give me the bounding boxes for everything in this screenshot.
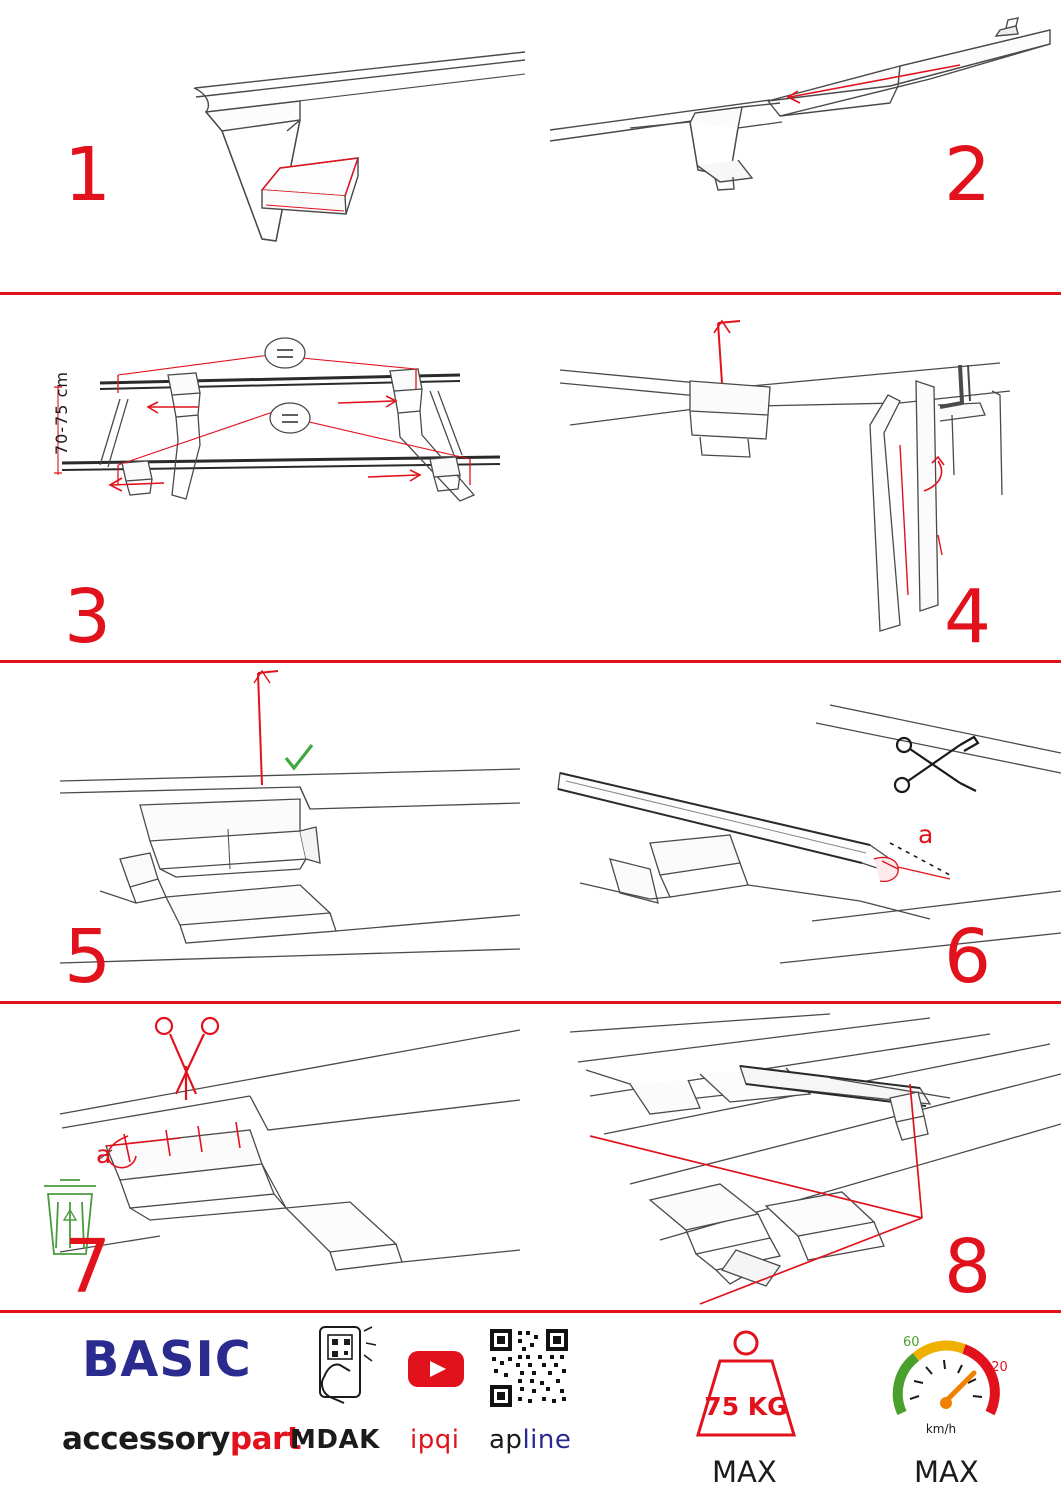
step-7-callout-a: a <box>96 1140 112 1169</box>
step-1-number: 1 <box>64 132 111 218</box>
logo-mdak: MDAK <box>290 1425 380 1455</box>
max-load-icon <box>676 1327 816 1447</box>
max-load-value: 75 KG <box>704 1392 788 1421</box>
youtube-icon[interactable] <box>406 1347 466 1391</box>
step-2-number: 2 <box>944 132 991 218</box>
max-load-caption: MAX <box>712 1455 777 1489</box>
step-4-number: 4 <box>944 574 991 660</box>
footer <box>0 1313 1061 1500</box>
brand-accessorypart-logo <box>62 1421 301 1457</box>
speed-tick-60: 60 <box>903 1335 920 1350</box>
brand-part-text: part <box>229 1421 302 1457</box>
max-speed-caption: MAX <box>914 1455 979 1489</box>
speed-tick-120: 120 <box>983 1360 1008 1375</box>
step-6-callout-a: a <box>918 820 934 849</box>
logo-apline-suffix: line <box>522 1425 572 1455</box>
step-5-number: 5 <box>64 914 111 1000</box>
step-3-number: 3 <box>64 574 111 660</box>
logo-apline-prefix: ap <box>489 1425 523 1455</box>
step-6-number: 6 <box>944 914 991 1000</box>
brand-accessory-text: accessory <box>62 1421 230 1457</box>
step-8-number: 8 <box>944 1224 991 1310</box>
logo-ipqi: ipqi <box>410 1425 460 1455</box>
step-3-dimension-label: 70-75 cm <box>52 371 71 455</box>
qr-code-icon <box>486 1325 572 1411</box>
brand-basic-logo: BASIC <box>82 1331 252 1388</box>
qr-scan-phone-icon <box>300 1321 392 1413</box>
logo-apline <box>489 1425 571 1455</box>
step-7-number: 7 <box>64 1224 111 1310</box>
speed-unit-label: km/h <box>925 1422 957 1436</box>
